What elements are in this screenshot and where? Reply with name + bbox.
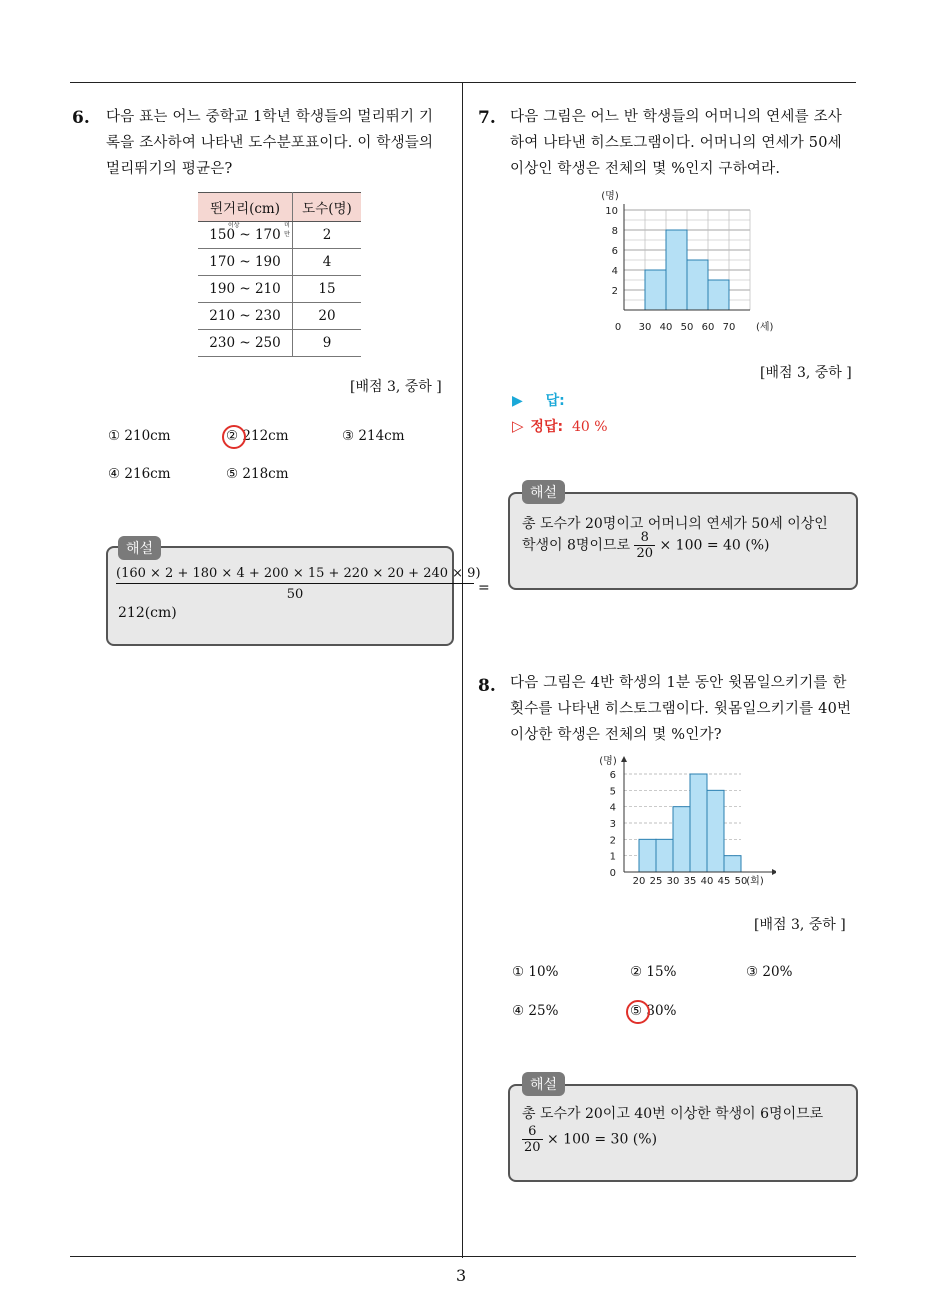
q8-histogram <box>596 752 776 892</box>
x-tick-label: 0 <box>614 322 622 333</box>
x-unit-label: (세) <box>756 322 774 333</box>
y-unit-label: (명) <box>599 756 617 767</box>
table-row <box>198 303 361 330</box>
question-text-line: 횟수를 나타낸 히스토그램이다. 윗몸일으키기를 40번 <box>510 701 852 717</box>
question-8-meta: [배점 3, 중하 ] <box>754 917 846 933</box>
q6-choice-3[interactable]: ③ 214cm <box>342 428 405 444</box>
x-tick-label: 20 <box>632 876 646 887</box>
question-7-meta: [배점 3, 중하 ] <box>760 365 852 381</box>
q8-explanation-calc: × 100 = 30 (%) <box>547 1131 658 1148</box>
upper-bound-mark: 미만 <box>284 222 290 238</box>
q6-explanation-tag: 해설 <box>118 536 161 560</box>
y-tick-label: 6 <box>609 770 616 781</box>
histogram-bar <box>673 807 690 872</box>
q7-answer-row <box>512 390 565 410</box>
x-tick-label: 30 <box>638 322 652 333</box>
column-divider <box>462 82 463 1258</box>
q6-choice-5[interactable]: ⑤ 218cm <box>226 466 289 482</box>
q8-explanation-tag: 해설 <box>522 1072 565 1096</box>
x-tick-label: 40 <box>700 876 714 887</box>
q7-explanation-text: 학생이 8명이므로 <box>522 537 631 554</box>
q6-explanation-denominator: 50 <box>286 587 304 602</box>
x-tick-label: 45 <box>717 876 731 887</box>
question-6-meta: [배점 3, 중하 ] <box>350 379 442 395</box>
y-unit-label: (명) <box>601 191 619 202</box>
x-axis-arrow <box>772 869 776 875</box>
x-tick-label: 30 <box>666 876 680 887</box>
outline-play-icon: ▷ <box>512 417 524 435</box>
table-cell: 20 <box>293 303 362 330</box>
fraction-denominator: 20 <box>636 546 654 561</box>
top-rule <box>70 82 856 83</box>
q6-explanation-fraction <box>116 566 481 602</box>
x-tick-label: 35 <box>683 876 697 887</box>
fraction-denominator: 20 <box>524 1140 541 1155</box>
question-text-line: 록을 조사하여 나타낸 도수분포표이다. 이 학생들의 <box>106 135 434 151</box>
q7-explanation-line-1: 총 도수가 20명이고 어머니의 연세가 50세 이상인 <box>522 516 828 532</box>
x-tick-label: 70 <box>722 322 736 333</box>
q7-explanation-line-2 <box>522 530 770 561</box>
q6-explanation-equals: = <box>478 580 490 596</box>
y-tick-label: 2 <box>611 286 618 297</box>
q6-choice-4[interactable]: ④ 216cm <box>108 466 171 482</box>
histogram-bar <box>645 270 666 310</box>
table-cell: 9 <box>293 330 362 357</box>
table-row <box>198 249 361 276</box>
y-tick-label: 2 <box>609 835 616 847</box>
question-7-text <box>510 104 860 182</box>
table-row <box>198 330 361 357</box>
q6-choice-2[interactable]: ② 212cm <box>226 428 289 444</box>
play-icon: ▶ <box>512 393 523 409</box>
histogram-bar <box>708 280 729 310</box>
q6-explanation-result: 212(cm) <box>118 605 177 621</box>
question-text-line: 멀리뛰기의 평균은? <box>106 161 233 177</box>
histogram-bar <box>656 839 673 872</box>
q8-choice-2[interactable]: ② 15% <box>630 964 677 980</box>
y-tick-label: 3 <box>609 819 616 830</box>
q7-correct-row <box>512 416 608 436</box>
table-cell: 210 ~ 230 <box>198 303 293 330</box>
question-text-line: 하여 나타낸 히스토그램이다. 어머니의 연세가 50세 <box>510 135 842 151</box>
q7-correct-label: 정답: <box>530 419 564 435</box>
table-cell <box>198 222 293 249</box>
question-7-number: 7. <box>478 108 496 128</box>
histogram-bar <box>724 856 741 872</box>
table-cell: 190 ~ 210 <box>198 276 293 303</box>
table-cell: 2 <box>293 222 362 249</box>
x-unit-label: (회) <box>746 876 764 887</box>
table-cell: 4 <box>293 249 362 276</box>
y-axis-arrow <box>621 756 627 762</box>
question-8-number: 8. <box>478 676 496 696</box>
fraction-numerator: 6 <box>522 1124 543 1140</box>
y-tick-label: 6 <box>611 246 618 257</box>
y-tick-label: 0 <box>609 868 616 879</box>
bottom-rule <box>70 1256 856 1257</box>
q7-explanation-calc: × 100 = 40 (%) <box>659 537 770 554</box>
q7-explanation-fraction <box>634 530 655 561</box>
column-header-frequency: 도수(명) <box>293 193 362 222</box>
question-text-line: 다음 표는 어느 중학교 1학년 학생들의 멀리뛰기 기 <box>106 109 434 125</box>
lower-bound-mark: 이상 <box>228 222 240 229</box>
question-text-line: 다음 그림은 어느 반 학생들의 어머니의 연세를 조사 <box>510 109 843 125</box>
q7-explanation-tag: 해설 <box>522 480 565 504</box>
table-row <box>198 222 361 249</box>
histogram-bar <box>639 839 656 872</box>
q8-choice-5[interactable]: ⑤ 30% <box>630 1003 677 1019</box>
question-text-line: 이상한 학생은 전체의 몇 %인가? <box>510 727 722 743</box>
q8-explanation-fraction <box>522 1124 543 1155</box>
table-cell: 230 ~ 250 <box>198 330 293 357</box>
x-tick-label: 50 <box>680 322 694 333</box>
question-6-text <box>106 104 456 182</box>
q8-explanation-line-1: 총 도수가 20이고 40번 이상한 학생이 6명이므로 <box>522 1106 824 1122</box>
x-tick-label: 60 <box>701 322 715 333</box>
fraction-numerator: 8 <box>634 530 655 546</box>
q7-histogram <box>594 186 774 342</box>
x-tick-label: 40 <box>659 322 673 333</box>
x-tick-label: 25 <box>649 876 663 887</box>
y-tick-label: 1 <box>609 851 616 863</box>
y-tick-label: 4 <box>611 266 618 277</box>
histogram-bar <box>666 230 687 310</box>
y-tick-label: 10 <box>605 206 618 217</box>
table-row <box>198 276 361 303</box>
question-6-number: 6. <box>72 108 90 128</box>
frequency-table <box>198 192 361 357</box>
q8-selected-circle <box>626 1000 650 1024</box>
histogram-bar <box>687 260 708 310</box>
q8-explanation-line-2 <box>522 1124 657 1155</box>
question-text-line: 이상인 학생은 전체의 몇 %인지 구하여라. <box>510 161 781 177</box>
q8-choice-4[interactable]: ④ 25% <box>512 1003 559 1019</box>
y-tick-label: 8 <box>611 226 618 237</box>
table-cell-text: 150 ~ 170 <box>209 227 281 243</box>
x-tick-label: 50 <box>734 876 748 887</box>
table-cell: 170 ~ 190 <box>198 249 293 276</box>
y-tick-label: 4 <box>609 802 616 814</box>
q7-answer-label: 답: <box>545 393 565 409</box>
q6-explanation-numerator: (160 × 2 + 180 × 4 + 200 × 15 + 220 × 20 + 240 × 9) <box>116 566 474 584</box>
histogram-bar <box>690 774 707 872</box>
table-cell: 15 <box>293 276 362 303</box>
column-header-distance: 뛴거리(cm) <box>198 193 293 222</box>
y-tick-label: 5 <box>609 786 616 798</box>
q6-selected-circle <box>222 425 246 449</box>
question-8-text <box>510 670 860 748</box>
question-text-line: 다음 그림은 4반 학생의 1분 동안 윗몸일으키기를 한 <box>510 675 847 691</box>
q6-choice-1[interactable]: ① 210cm <box>108 428 171 444</box>
page-number: 3 <box>456 1266 467 1285</box>
q7-correct-value: 40 % <box>571 419 608 435</box>
q8-choice-3[interactable]: ③ 20% <box>746 964 793 980</box>
table-header-row <box>198 193 361 222</box>
q8-choice-1[interactable]: ① 10% <box>512 964 559 980</box>
histogram-bar <box>707 790 724 872</box>
